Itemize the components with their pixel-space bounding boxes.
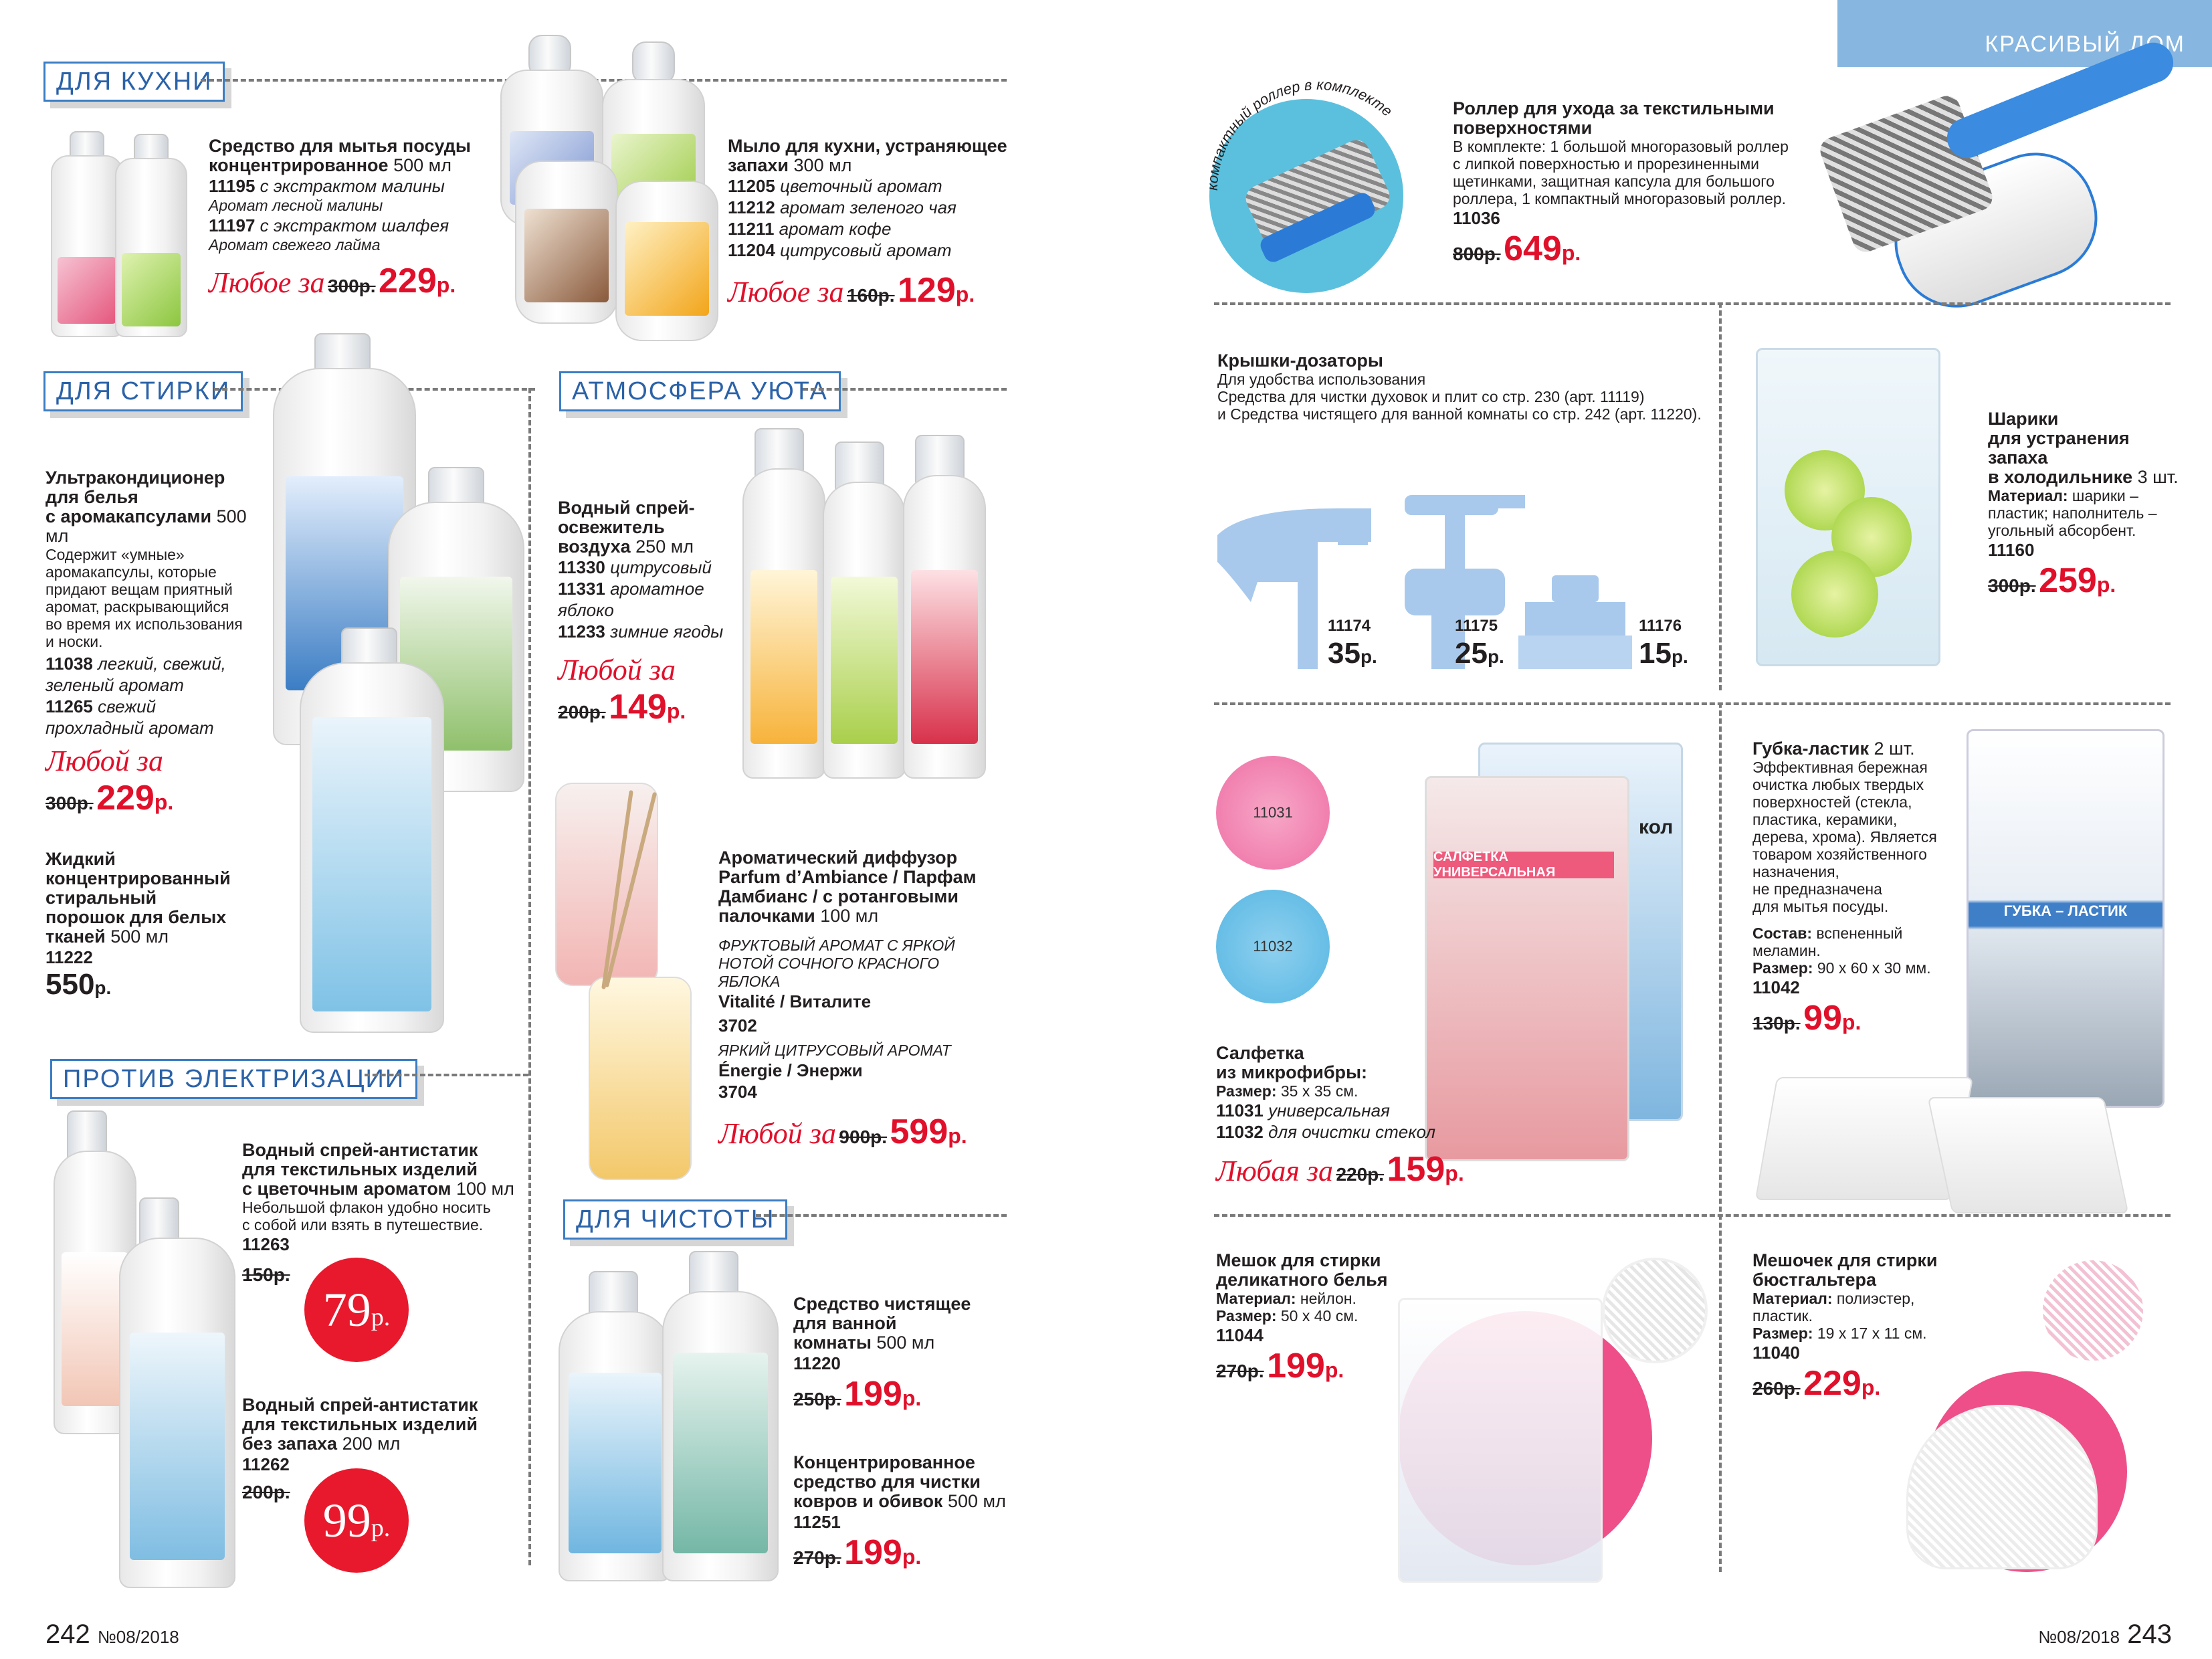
fridge-balls-image [1756,348,1940,666]
product-name: Салфетка из микрофибры: [1216,1043,1368,1082]
bra-bag-info [1752,1251,1980,1403]
new-price: 229р. [379,262,456,300]
price-block [793,1533,1014,1573]
price-block [793,1374,1014,1414]
product-name: Водный спрей-антистатик для текстильных изделий без запаха 200 мл [242,1395,478,1454]
sponge-info [1752,739,1953,1038]
sku-line: 11032 для очистки стекол [1216,1122,1436,1142]
sku-line: 11331 ароматное [558,579,704,599]
new-price: 199р. [1267,1347,1344,1385]
diffuser-info [718,848,1013,1152]
section-header-antistatic: ПРОТИВ ЭЛЕКТРИЗАЦИИ [50,1059,417,1099]
new-price: 129р. [898,271,975,310]
swatch-pink: 11031 [1216,756,1330,870]
aroma-note: Аромат свежего лайма [209,236,381,254]
description: Небольшой флакон удобно носить с собой или взять в путешествие. [242,1199,491,1234]
old-price: 800р. [1453,243,1501,264]
product-name: Мешок для стирки деликатного белья [1216,1250,1388,1290]
sku-line: 11038 легкий, свежий, зеленый аромат [45,654,226,695]
sku-line: 11251 [793,1512,841,1532]
description: Для удобства использования Средства для чистки духовок и плит со стр. 230 (арт. 11119) и Средства чистящего для ванной комнаты со стр. 242 (арт. 11220). [1217,371,1702,423]
sku-line: яблоко [558,600,614,620]
roller-info [1453,99,1841,269]
price-block [1988,561,2182,601]
product-name: Водный спрей-антистатик для текстильных изделий с цветочным ароматом 100 мл [242,1140,514,1199]
price-block: Любой за 300р. 229р. [45,745,174,817]
product-name: Средство чистящее для ванной комнаты 500 мл [793,1294,971,1353]
new-price: 199р. [844,1533,922,1572]
section-header-kitchen: ДЛЯ КУХНИ [43,62,225,102]
new-price: 149р. [609,688,686,726]
divider [1719,702,1722,1572]
section-header-laundry: ДЛЯ СТИРКИ [43,371,243,411]
antistatic-spray-1-info [242,1141,536,1286]
sku-line: 11222 [45,947,93,967]
sku-line: 11265 свежий прохладный аромат [45,696,214,738]
price-block: Любое за 300р. 229р. [209,262,456,300]
cap-price-2: 11175 25р. [1455,617,1504,670]
material: Материал: полиэстер, пластик. [1752,1290,1915,1325]
divider [803,388,1007,391]
sku-line: 3702 [718,1015,757,1036]
product-name: Мешочек для стирки бюстгальтера [1752,1250,1938,1290]
product-name: Концентрированное средство для чистки ковров и обивок 500 мл [793,1452,1006,1511]
description: В комплекте: 1 большой многоразовый роллер с липкой поверхностью и прорезиненными щетинками, защитная капсула для большого роллера, 1 компактный многоразовый роллер. [1453,138,1789,207]
sku-line: 11160 [1988,540,2035,560]
price-block [1453,229,1841,269]
divider [1214,1214,2171,1217]
material: Материал: нейлон. [1216,1290,1356,1307]
product-name: Ароматический диффузор Parfum d’Ambiance / Парфам Дамбианс / с ротанговыми палочками 100 мл [718,848,977,926]
old-price: 200р. [558,702,606,722]
price: 550р. [45,968,112,1001]
sku-line: 3704 [718,1082,757,1102]
bath-cleaner-info [793,1294,1014,1414]
divider [1719,302,1722,690]
description: Содержит «умные» аромакапсулы, которые придают вещам приятный аромат, раскрывающийся во время их использования и носки. [45,546,243,650]
divider [201,79,1007,82]
sku-line: 11197 с экстрактом шалфея [209,215,449,235]
new-price: 159р. [1387,1150,1464,1189]
old-price: 270р. [1216,1361,1264,1381]
svg-text:компактный роллер в комплекте: компактный роллер в комплекте [1203,76,1396,191]
sku-line: 11031 универсальная [1216,1100,1390,1120]
sku-line: 11042 [1752,977,1800,997]
sku-line: 11204 цитрусовый аромат [728,240,952,260]
old-price: 160р. [846,285,895,306]
price-block [1752,998,1953,1038]
section-header-cleaning: ДЛЯ ЧИСТОТЫ [563,1199,787,1240]
sku-line: 11040 [1752,1343,1800,1363]
old-price: 300р. [327,276,376,296]
product-name: Жидкий концентрированный стиральный порошок для белых тканей 500 мл [45,849,231,947]
page-number: №08/2018 243 [2038,1620,2172,1649]
old-price: 130р. [1752,1013,1801,1034]
aroma-note: ЯРКИЙ ЦИТРУСОВЫЙ АРОМАТ [718,1042,951,1059]
swatch-blue: 11032 [1216,890,1330,1003]
price-circle: 79 р. [304,1258,409,1362]
sku-line: 11212 аромат зеленого чая [728,197,957,217]
product-name: Ультракондиционер для белья с аромакапсулами 500 мл [45,468,247,546]
price-block: Любой за 200р. 149р. [558,654,686,726]
price-block: Любая за 220р. 159р. [1216,1150,1464,1189]
product-name: Шарики для устранения запаха в холодильнике 3 шт. [1988,409,2179,487]
new-price: 599р. [890,1112,967,1151]
conditioner-info [45,468,273,818]
old-price: 220р. [1336,1164,1385,1185]
product-name: Мыло для кухни, устраняющее запахи 300 мл [728,136,1007,175]
size: Размер: 50 x 40 см. [1216,1307,1359,1325]
sku-line: 11330 цитрусовый [558,557,712,577]
price-block: Любое за 160р. 129р. [728,271,975,310]
aroma-note: ФРУКТОВЫЙ АРОМАТ С ЯРКОЙ НОТОЙ СОЧНОГО КРАСНОГО ЯБЛОКА [718,937,955,990]
fridge-balls-info [1988,409,2182,601]
old-price: 200р. [242,1482,290,1502]
description: Материал: шарики – пластик; наполнитель – угольный абсорбент. [1988,487,2157,539]
section-header-atmosphere: АТМОСФЕРА УЮТА [559,371,841,411]
cap-price-1: 11174 35р. [1328,617,1377,670]
aroma-note: Аромат лесной малины [209,197,383,214]
description: Эффективная бережная очистка любых твердых поверхностей (стекла, пластика, керамики, дерева, хрома). Является товаром хозяйственного назначения, не предназначена для мытья посуды. [1752,759,1937,915]
divider [528,388,531,1565]
divider [756,1214,1007,1217]
new-price: 199р. [844,1375,922,1413]
section-banner: КРАСИВЫЙ ДОМ [1837,0,2212,67]
carpet-cleaner-info [793,1453,1014,1573]
product-name: Губка-ластик 2 шт. [1752,739,1915,759]
old-price: 900р. [839,1127,888,1147]
sku-line: 11211 аромат кофе [728,219,892,239]
old-price: 270р. [793,1547,841,1568]
product-name: Средство для мытья посуды концентрированное 500 мл [209,136,471,175]
kitchen-soap-info [728,136,1009,310]
new-price: 259р. [2039,561,2116,600]
price-block [1752,1363,1980,1403]
product-name: Роллер для ухода за текстильными поверхностями [1453,98,1775,138]
divider [1214,702,2171,705]
product-name: Крышки-дозаторы [1217,351,1383,371]
microfiber-info [1216,1044,1524,1189]
size: Размер: 90 x 60 x 30 мм. [1752,959,1931,977]
product-name: Водный спрей- освежитель воздуха 250 мл [558,498,695,557]
sku-line: 11262 [242,1454,290,1474]
sku-line: 11220 [793,1353,841,1373]
divider [1214,302,2171,305]
variant-name: Énergie / Энержи [718,1060,863,1080]
old-price: 300р. [45,793,94,813]
new-price: 649р. [1504,229,1581,268]
sku-line: 11044 [1216,1325,1264,1345]
page-number: 242 №08/2018 [45,1620,179,1649]
size: Размер: 35 x 35 см. [1216,1082,1359,1100]
divider [365,1074,528,1076]
old-price: 260р. [1752,1378,1801,1399]
new-price: 229р. [1803,1364,1881,1403]
old-price: 300р. [1988,575,2036,596]
composition: Состав: вспененный меламин. [1752,924,1903,959]
air-spray-info [558,498,745,727]
sku-line: 11233 зимние ягоды [558,621,724,642]
variant-name: Vitalité / Виталите [718,991,872,1011]
new-price: 229р. [96,779,174,817]
old-price: 250р. [793,1389,841,1409]
sku-line: 11195 с экстрактом малины [209,176,445,196]
price-block: Любой за 900р. 599р. [718,1112,967,1151]
new-price: 99р. [1803,999,1862,1038]
dish-detergent-info [209,136,523,301]
cap-price-3: 11176 15р. [1639,617,1688,670]
sku-line: 11205 цветочный аромат [728,176,942,196]
powder-info [45,850,273,1001]
old-price: 150р. [242,1264,290,1285]
sku-line: 11036 [1453,208,1500,228]
price-circle: 99 р. [304,1468,409,1573]
sku-line: 11263 [242,1234,290,1254]
dispenser-caps-info [1217,351,1712,423]
size: Размер: 19 x 17 x 11 см. [1752,1325,1927,1342]
